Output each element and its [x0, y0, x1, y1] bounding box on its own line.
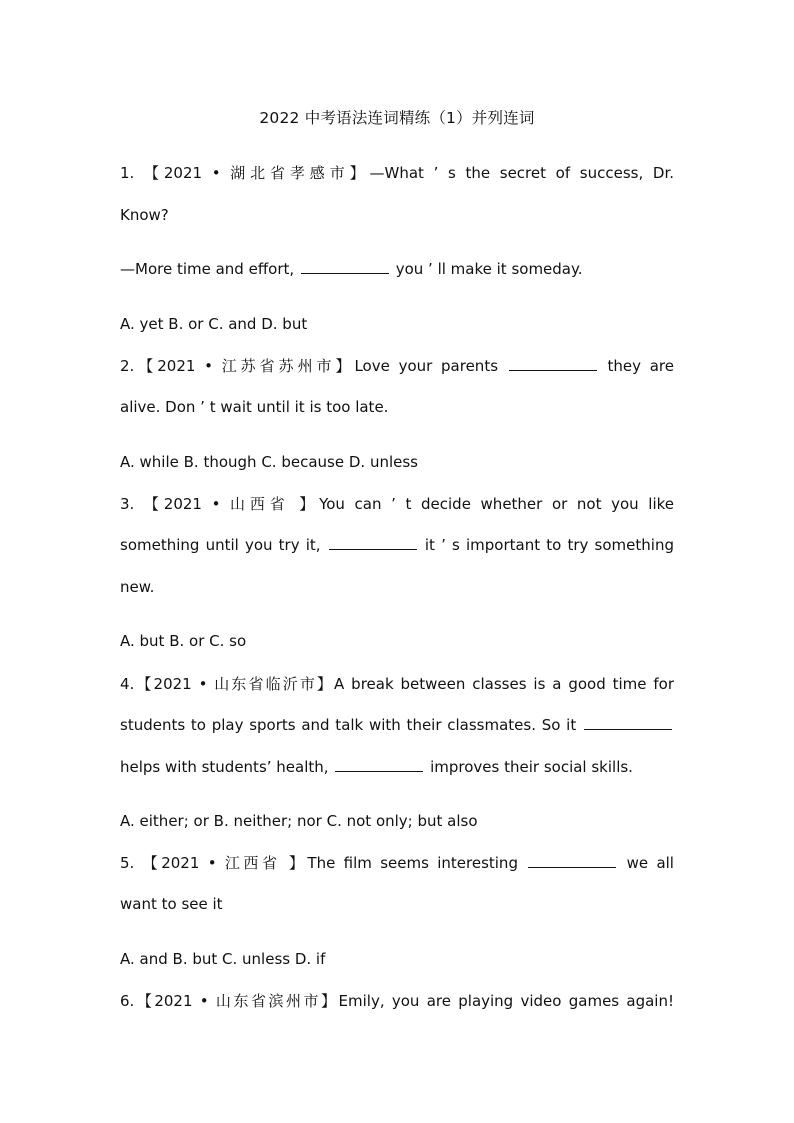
question-1-line-3: [120, 259, 674, 279]
page-title: 2022 中考语法连词精练（1）并列连词: [259, 109, 535, 127]
question-4-line-3-before: helps with students’ health,: [120, 758, 329, 776]
question-3-line-3: new.: [120, 578, 155, 596]
question-2-line-1: [120, 356, 674, 376]
question-1-line-2: Know?: [120, 206, 169, 224]
question-5-options: A. and B. but C. unless D. if: [120, 950, 326, 968]
question-1-line-3-after: you ’ ll make it someday.: [395, 260, 583, 278]
question-3-line-2-after: it ’ s important to try something: [424, 536, 674, 554]
question-4-line-2-before: students to play sports and talk with their classmates. So it: [120, 716, 577, 734]
answer-blank: [584, 715, 672, 730]
answer-blank: [509, 356, 597, 371]
question-4-line-1: 4.【2021 • 山东省临沂市】A break between classes is a good time for: [120, 675, 674, 693]
question-6-line-1: 6.【2021 • 山东省滨州市】Emily, you are playing video games again!: [120, 992, 674, 1010]
question-5-line-1-before: 5. 【2021 • 江西省 】The film seems interesting: [120, 854, 518, 872]
question-5-line-2: want to see it: [120, 895, 223, 913]
question-2-line-1-after: they are: [607, 357, 674, 375]
question-3-line-2-before: something until you try it,: [120, 536, 321, 554]
question-4-line-3-after: improves their social skills.: [430, 758, 633, 776]
answer-blank: [329, 535, 417, 550]
question-3-line-2: [120, 535, 674, 555]
question-4-line-3: [120, 757, 674, 777]
question-2-line-1-before: 2.【2021 • 江苏省苏州市】Love your parents: [120, 357, 499, 375]
question-5-line-1: [120, 853, 674, 873]
question-5-line-1-after: we all: [626, 854, 674, 872]
answer-blank: [301, 259, 389, 274]
answer-blank: [528, 853, 616, 868]
question-3-options: A. but B. or C. so: [120, 632, 247, 650]
question-1-line-1: 1. 【2021 • 湖北省孝感市】—What ’ s the secret of success, Dr.: [120, 164, 674, 182]
answer-blank: [335, 757, 423, 772]
question-2-line-2: alive. Don ’ t wait until it is too late.: [120, 398, 389, 416]
question-1-options: A. yet B. or C. and D. but: [120, 315, 308, 333]
question-3-line-1: 3. 【2021 • 山西省 】You can ’ t decide whether or not you like: [120, 495, 674, 513]
question-1-line-3-before: —More time and effort,: [120, 260, 295, 278]
question-4-options: A. either; or B. neither; nor C. not only; but also: [120, 812, 478, 830]
question-2-options: A. while B. though C. because D. unless: [120, 453, 418, 471]
question-4-line-2: [120, 715, 674, 735]
